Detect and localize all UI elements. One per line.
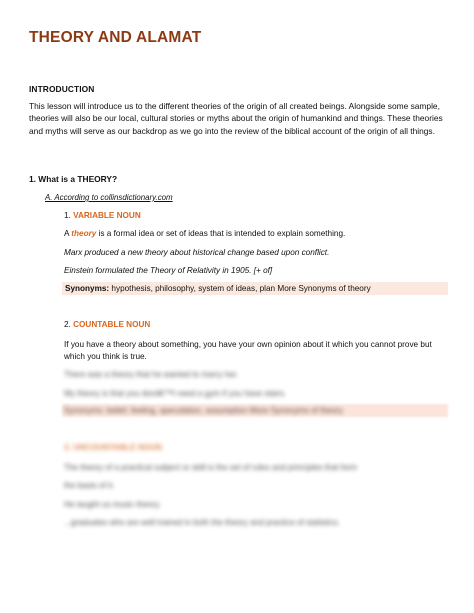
sense-heading-2 — [64, 320, 150, 329]
source-link[interactable]: A. According to collinsdictionary.com — [45, 193, 173, 202]
example-sentence: Einstein formulated the Theory of Relativity in 1905. [+ of] — [64, 266, 273, 275]
definition-term: theory — [71, 229, 97, 238]
synonyms-line — [65, 284, 371, 293]
blurred-example: My theory is that you donâ€™t need a gym if you have stairs. — [64, 389, 287, 398]
synonyms-label: Synonyms: — [65, 284, 110, 293]
sense-heading-1 — [64, 211, 141, 220]
definition-prefix: A — [64, 229, 70, 238]
document-title: THEORY AND ALAMAT — [29, 29, 202, 46]
blurred-example: ...graduates who are well trained in both the theory and practice of statistics. — [64, 518, 340, 527]
sense-number: 2. — [64, 320, 71, 329]
example-sentence: Marx produced a new theory about historical change based upon conflict. — [64, 248, 330, 257]
blurred-synonyms: Synonyms: belief, feeling, speculation, assumption More Synonyms of theory — [64, 406, 343, 415]
blurred-sense-heading: 3. UNCOUNTABLE NOUN — [64, 443, 163, 452]
blurred-example: There was a theory that he wanted to marry her. — [64, 370, 239, 379]
definition-1 — [64, 229, 345, 238]
synonyms-text: hypothesis, philosophy, system of ideas, plan More Synonyms of theory — [111, 284, 371, 293]
sense-label: VARIABLE NOUN — [73, 211, 141, 220]
blurred-example: He taught us music theory. — [64, 500, 161, 509]
definition-text: is a formal idea or set of ideas that is intended to explain something. — [98, 229, 346, 238]
blurred-definition: the basis of it. — [64, 481, 115, 490]
intro-heading: INTRODUCTION — [29, 84, 95, 94]
sense-number: 1. — [64, 211, 71, 220]
section-heading: 1. What is a THEORY? — [29, 174, 118, 184]
sense-label: COUNTABLE NOUN — [73, 320, 151, 329]
blurred-definition: The theory of a practical subject or skill is the set of rules and principles that form — [64, 463, 358, 472]
definition-2: If you have a theory about something, you have your own opinion about it which you cannot prove but which you think is true. — [64, 340, 432, 362]
intro-paragraph: This lesson will introduce us to the different theories of the origin of all created beings. Alongside some sample, theories will also be our local, cultural stories or myths about the origin of humankind and things. These theories and myths will serve as our backdrop as we go into the review of the biblical account of the origin of all things. — [29, 101, 443, 136]
